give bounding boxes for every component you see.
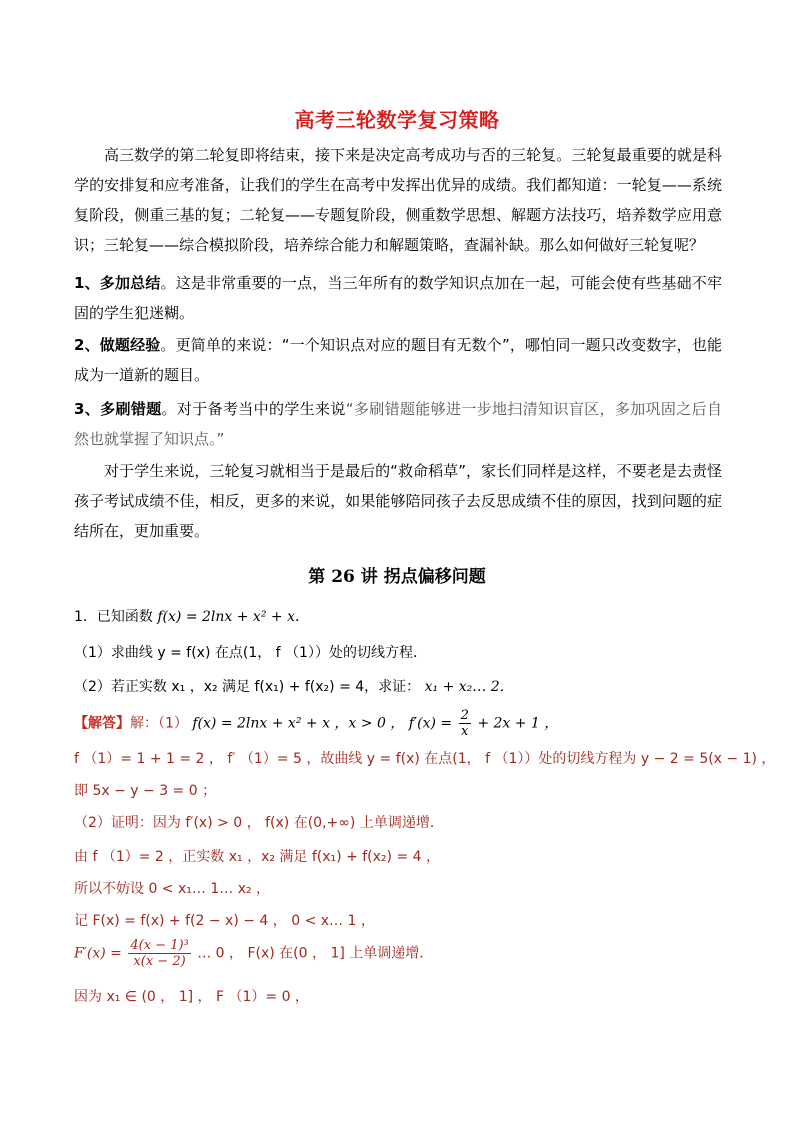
tip-2 bbox=[74, 330, 722, 390]
tip-1 bbox=[74, 268, 722, 328]
problem-q1: （1）求曲线 y = f(x) 在点(1， f （1））处的切线方程． bbox=[74, 645, 427, 661]
answer-line-1-b: f(x) = 2lnx + x² + x ，x > 0 ， f′(x) = bbox=[192, 715, 453, 732]
answer-line-1-a: 解：（1） bbox=[130, 715, 188, 732]
answer-line-4: （2）证明：因为 f′(x) > 0 ， f(x) 在(0,+∞) 上单调递增． bbox=[74, 815, 444, 831]
problem-stem-text: 1．已知函数 bbox=[74, 609, 153, 625]
answer-line-5: 由 f （1）= 2 ，正实数 x₁ ，x₂ 满足 f(x₁) + f(x₂) = 4 ， bbox=[74, 849, 440, 865]
tip-2-text: 。更简单的来说：“一个知识点对应的题目有无数个”，哪怕同一题只改变数字，也能成为一道新的题目。 bbox=[74, 336, 722, 384]
tip-1-text: 。这是非常重要的一点，当三年所有的数学知识点加在一起，可能会使有些基础不牢固的学生犯迷糊。 bbox=[74, 274, 722, 322]
tip-3 bbox=[74, 394, 722, 454]
answer-line-1 bbox=[74, 708, 558, 739]
tip-2-label: 2、做题经验 bbox=[74, 336, 161, 354]
fraction-derivative: $\frac{\text{4(x − 1)³}}{x(x - 2)}$ bbox=[130, 938, 189, 969]
answer-line-8 bbox=[74, 938, 433, 969]
intro-paragraph: 高三数学的第二轮复即将结束，接下来是决定高考成功与否的三轮复。三轮复最重要的就是科学的安排复和应考准备，让我们的学生在高考中发挥出优异的成绩。我们都知道：一轮复——系统复阶段，侧重三基的复；二轮复——专题复阶段，侧重数学思想、解题方法技巧，培养数学应用意识；三轮复——综合模拟阶段，培养综合能力和解题策略，查漏补缺。那么如何做好三轮复呢？ bbox=[74, 146, 722, 254]
answer-line-9: 因为 x₁ ∈ (0 ， 1] ， F （1）= 0 ， bbox=[74, 989, 309, 1005]
problem-stem-end: ． bbox=[294, 609, 309, 625]
problem-q2-text: （2）若正实数 x₁ ，x₂ 满足 f(x₁) + f(x₂) = 4，求证： bbox=[74, 679, 421, 695]
answer-line-7: 记 F(x) = f(x) + f(2 − x) − 4 ， 0 < x… 1 ， bbox=[74, 913, 375, 929]
tip-1-label: 1、多加总结 bbox=[74, 274, 161, 292]
answer-line-6: 所以不妨设 0 < x₁… 1… x₂ ， bbox=[74, 881, 271, 897]
answer-label: 【解答】 bbox=[74, 715, 130, 732]
page-title: 高考三轮数学复习策略 bbox=[294, 108, 500, 132]
tip-3-quote: “多刷错题能够进一步地扫清知识盲区，多加巩固之后自然也就掌握了知识点。” bbox=[74, 400, 722, 448]
answer-line-3: 即 5x − y − 3 = 0 ； bbox=[74, 783, 217, 799]
answer-line-8-a: F′(x) = bbox=[74, 945, 122, 962]
answer-line-1-c: + 2x + 1 ， bbox=[477, 715, 559, 732]
tip-3-label: 3、多刷错题 bbox=[74, 400, 162, 418]
problem-function: f(x) = 2lnx + x² + x bbox=[157, 609, 295, 625]
problem-stem bbox=[74, 606, 309, 626]
answer-line-8-b: … 0 ， F(x) 在(0 ， 1] 上单调递增． bbox=[197, 945, 434, 962]
problem-q2 bbox=[74, 676, 514, 696]
tip-3-text: 。对于备考当中的学生来说 bbox=[161, 400, 346, 418]
closing-paragraph: 对于学生来说，三轮复习就相当于是最后的“救命稻草”，家长们同样是这样，不要老是去责怪孩子考试成绩不佳，相反，更多的来说，如果能够陪同孩子去反思成绩不佳的原因，找到问题的症结所在，更加重要。 bbox=[74, 462, 722, 540]
fraction-2-over-x: $\frac{2}{x}$ bbox=[460, 708, 469, 739]
section-title: 第 26 讲 拐点偏移问题 bbox=[308, 567, 486, 587]
answer-line-2: f （1）= 1 + 1 = 2 ， f′ （1）= 5 ，故曲线 y = f(x) 在点(1， f （1））处的切线方程为 y − 2 = 5(x − 1) ， bbox=[74, 751, 776, 767]
problem-q2-claim: x₁ + x₂… 2． bbox=[424, 679, 514, 695]
